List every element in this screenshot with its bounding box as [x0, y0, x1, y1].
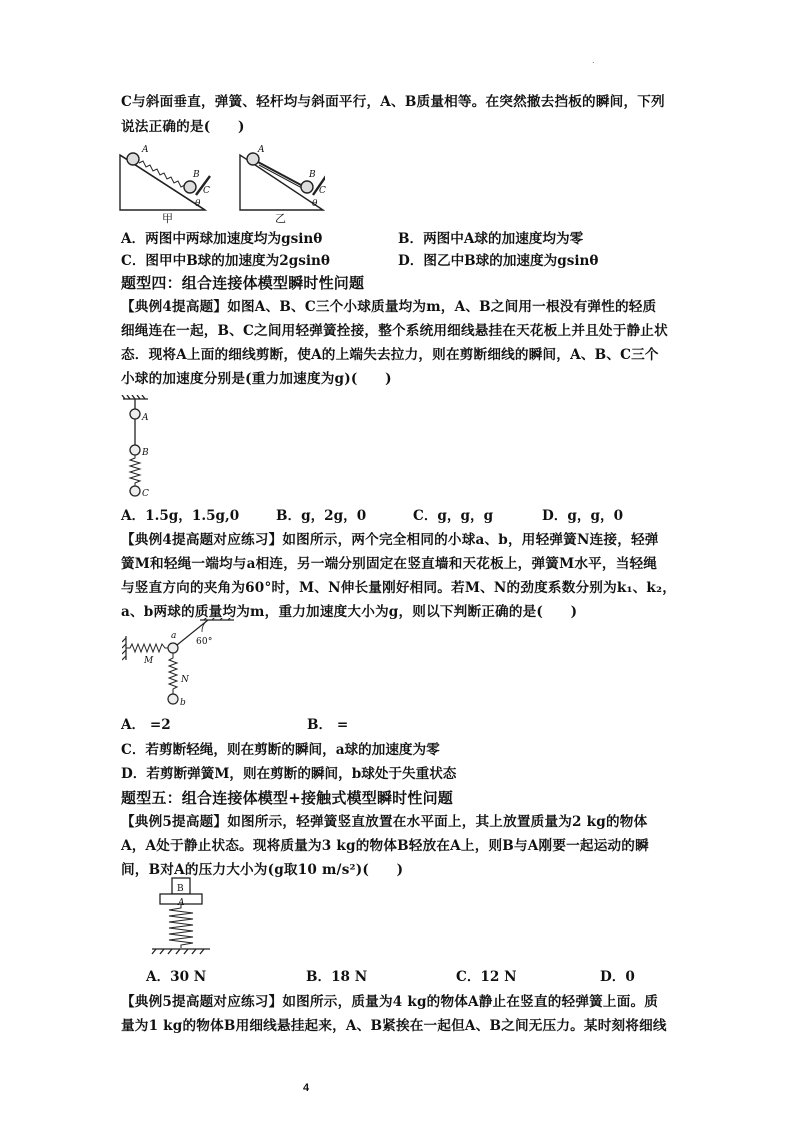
ex5-option-c: C．12 N — [456, 969, 517, 985]
ex4-practice-line3: 与竖直方向的夹角为60°时，M、N伸长量刚好相同。若M、N的劲度系数分别为k₁、k₂， — [121, 580, 677, 596]
question-intro-line2: 说法正确的是( ) — [121, 119, 245, 135]
fig-blocks-label-b: B — [177, 884, 184, 894]
fig1-label-b: B — [193, 170, 200, 180]
fig1-label-theta: θ — [195, 199, 201, 209]
ex4-option-b: B．g，2g，0 — [276, 508, 367, 524]
ex4-option-a: A．1.5g，1.5g,0 — [121, 508, 240, 524]
fig-abc-label-a: A — [142, 413, 149, 423]
ex5-practice-tag: 【典例5提高题对应练习】 — [121, 994, 283, 1010]
example5-line1: 【典例5提高题】如图所示，轻弹簧竖直放置在水平面上，其上放置质量为2 kg的物体 — [121, 814, 648, 830]
fig2-label-a: A — [258, 145, 265, 155]
ex5-option-a: A．30 N — [146, 969, 207, 985]
ex4p-option-a: A． =2 — [121, 717, 171, 733]
ex4-option-c: C．g，g，g — [413, 508, 494, 524]
fig2-label-theta: θ — [312, 199, 318, 209]
page-number: 4 — [303, 1082, 310, 1094]
fig1-label-a: A — [142, 145, 149, 155]
ball-a-left — [127, 153, 139, 165]
q3-option-a: A．两图中两球加速度均为gsinθ — [121, 231, 323, 247]
ex4p-option-b: B． = — [307, 717, 349, 733]
page-mark: . — [592, 56, 595, 65]
fig2-label-c: C — [319, 186, 327, 196]
ex5-practice-line1: 【典例5提高题对应练习】如图所示，质量为4 kg的物体A静止在竖直的轻弹簧上面。质 — [121, 994, 659, 1010]
ex5-option-b: B．18 N — [306, 969, 368, 985]
ex4p-option-c: C．若剪断轻绳，则在剪断的瞬间，a球的加速度为零 — [121, 742, 440, 758]
example4-line4: 小球的加速度分别是(重力加速度为g)( ) — [121, 371, 392, 387]
ex5-practice-line2: 量为1 kg的物体B用细线悬挂起来，A、B紧挨在一起但A、B之间无压力。某时刻将细线 — [121, 1018, 667, 1034]
example4-tag: 【典例4提高题】 — [121, 299, 228, 315]
example5-line2: A，A处于静止状态。现将质量为3 kg的物体B轻放在A上，则B与A刚要一起运动的瞬 — [121, 838, 649, 854]
fig2-label-b: B — [309, 170, 316, 180]
section5-title: 题型五：组合连接体模型+接触式模型瞬时性问题 — [121, 789, 453, 807]
example4-line2: 细绳连在一起，B、C之间用轻弹簧拴接，整个系统用细线悬挂在天花板上并且处于静止状 — [121, 323, 668, 339]
fig1-caption: 甲 — [162, 212, 174, 225]
fig-mn-label-a: a — [171, 631, 177, 641]
ex4-practice-tag: 【典例4提高题对应练习】 — [121, 532, 283, 548]
example5-line3: 间，B对A的压力大小为(g取10 m/s²)( ) — [121, 862, 404, 878]
fig-blocks-label-a: A — [178, 898, 185, 908]
question-intro-line1: C与斜面垂直，弹簧、轻杆均与斜面平行，A、B质量相等。在突然撤去挡板的瞬间，下列 — [121, 94, 665, 110]
fig-mn-label-b: b — [180, 698, 186, 708]
fig-mn-angle: 60° — [196, 637, 213, 647]
fig2-caption: 乙 — [275, 212, 287, 225]
q3-option-c: C．图甲中B球的加速度为2gsinθ — [121, 253, 330, 269]
ex4-option-d: D．g，g，0 — [542, 508, 624, 524]
section4-title: 题型四：组合连接体模型瞬时性问题 — [121, 274, 365, 292]
fig-mn-label-m: M — [144, 656, 154, 666]
example4-line1: 【典例4提高题】如图A、B、C三个小球质量均为m，A、B之间用一根没有弹性的轻质 — [121, 299, 657, 315]
fig-mn-label-n: N — [181, 675, 190, 685]
example5-tag: 【典例5提高题】 — [121, 814, 228, 830]
fig-abc-label-c: C — [142, 489, 150, 499]
ex4-practice-line4: a、b两球的质量均为m，重力加速度大小为g，则以下判断正确的是( ) — [121, 604, 578, 620]
ex4-practice-line1: 【典例4提高题对应练习】如图所示，两个完全相同的小球a、b，用轻弹簧N连接，轻弹 — [121, 532, 659, 548]
example4-line3: 态．现将A上面的细线剪断，使A的上端失去拉力，则在剪断细线的瞬间，A、B、C三个 — [121, 347, 659, 363]
ex5-option-d: D．0 — [600, 969, 635, 985]
q3-option-d: D．图乙中B球的加速度为gsinθ — [398, 253, 599, 269]
ex4-practice-line2: 簧M和轻绳一端均与a相连，另一端分别固定在竖直墙和天花板上，弹簧M水平，当轻绳 — [121, 556, 658, 572]
fig-abc-label-b: B — [142, 448, 149, 458]
ex4p-option-d: D．若剪断弹簧M，则在剪断的瞬间，b球处于失重状态 — [121, 766, 457, 782]
fig1-label-c: C — [203, 186, 211, 196]
q3-option-b: B．两图中A球的加速度均为零 — [398, 231, 584, 247]
